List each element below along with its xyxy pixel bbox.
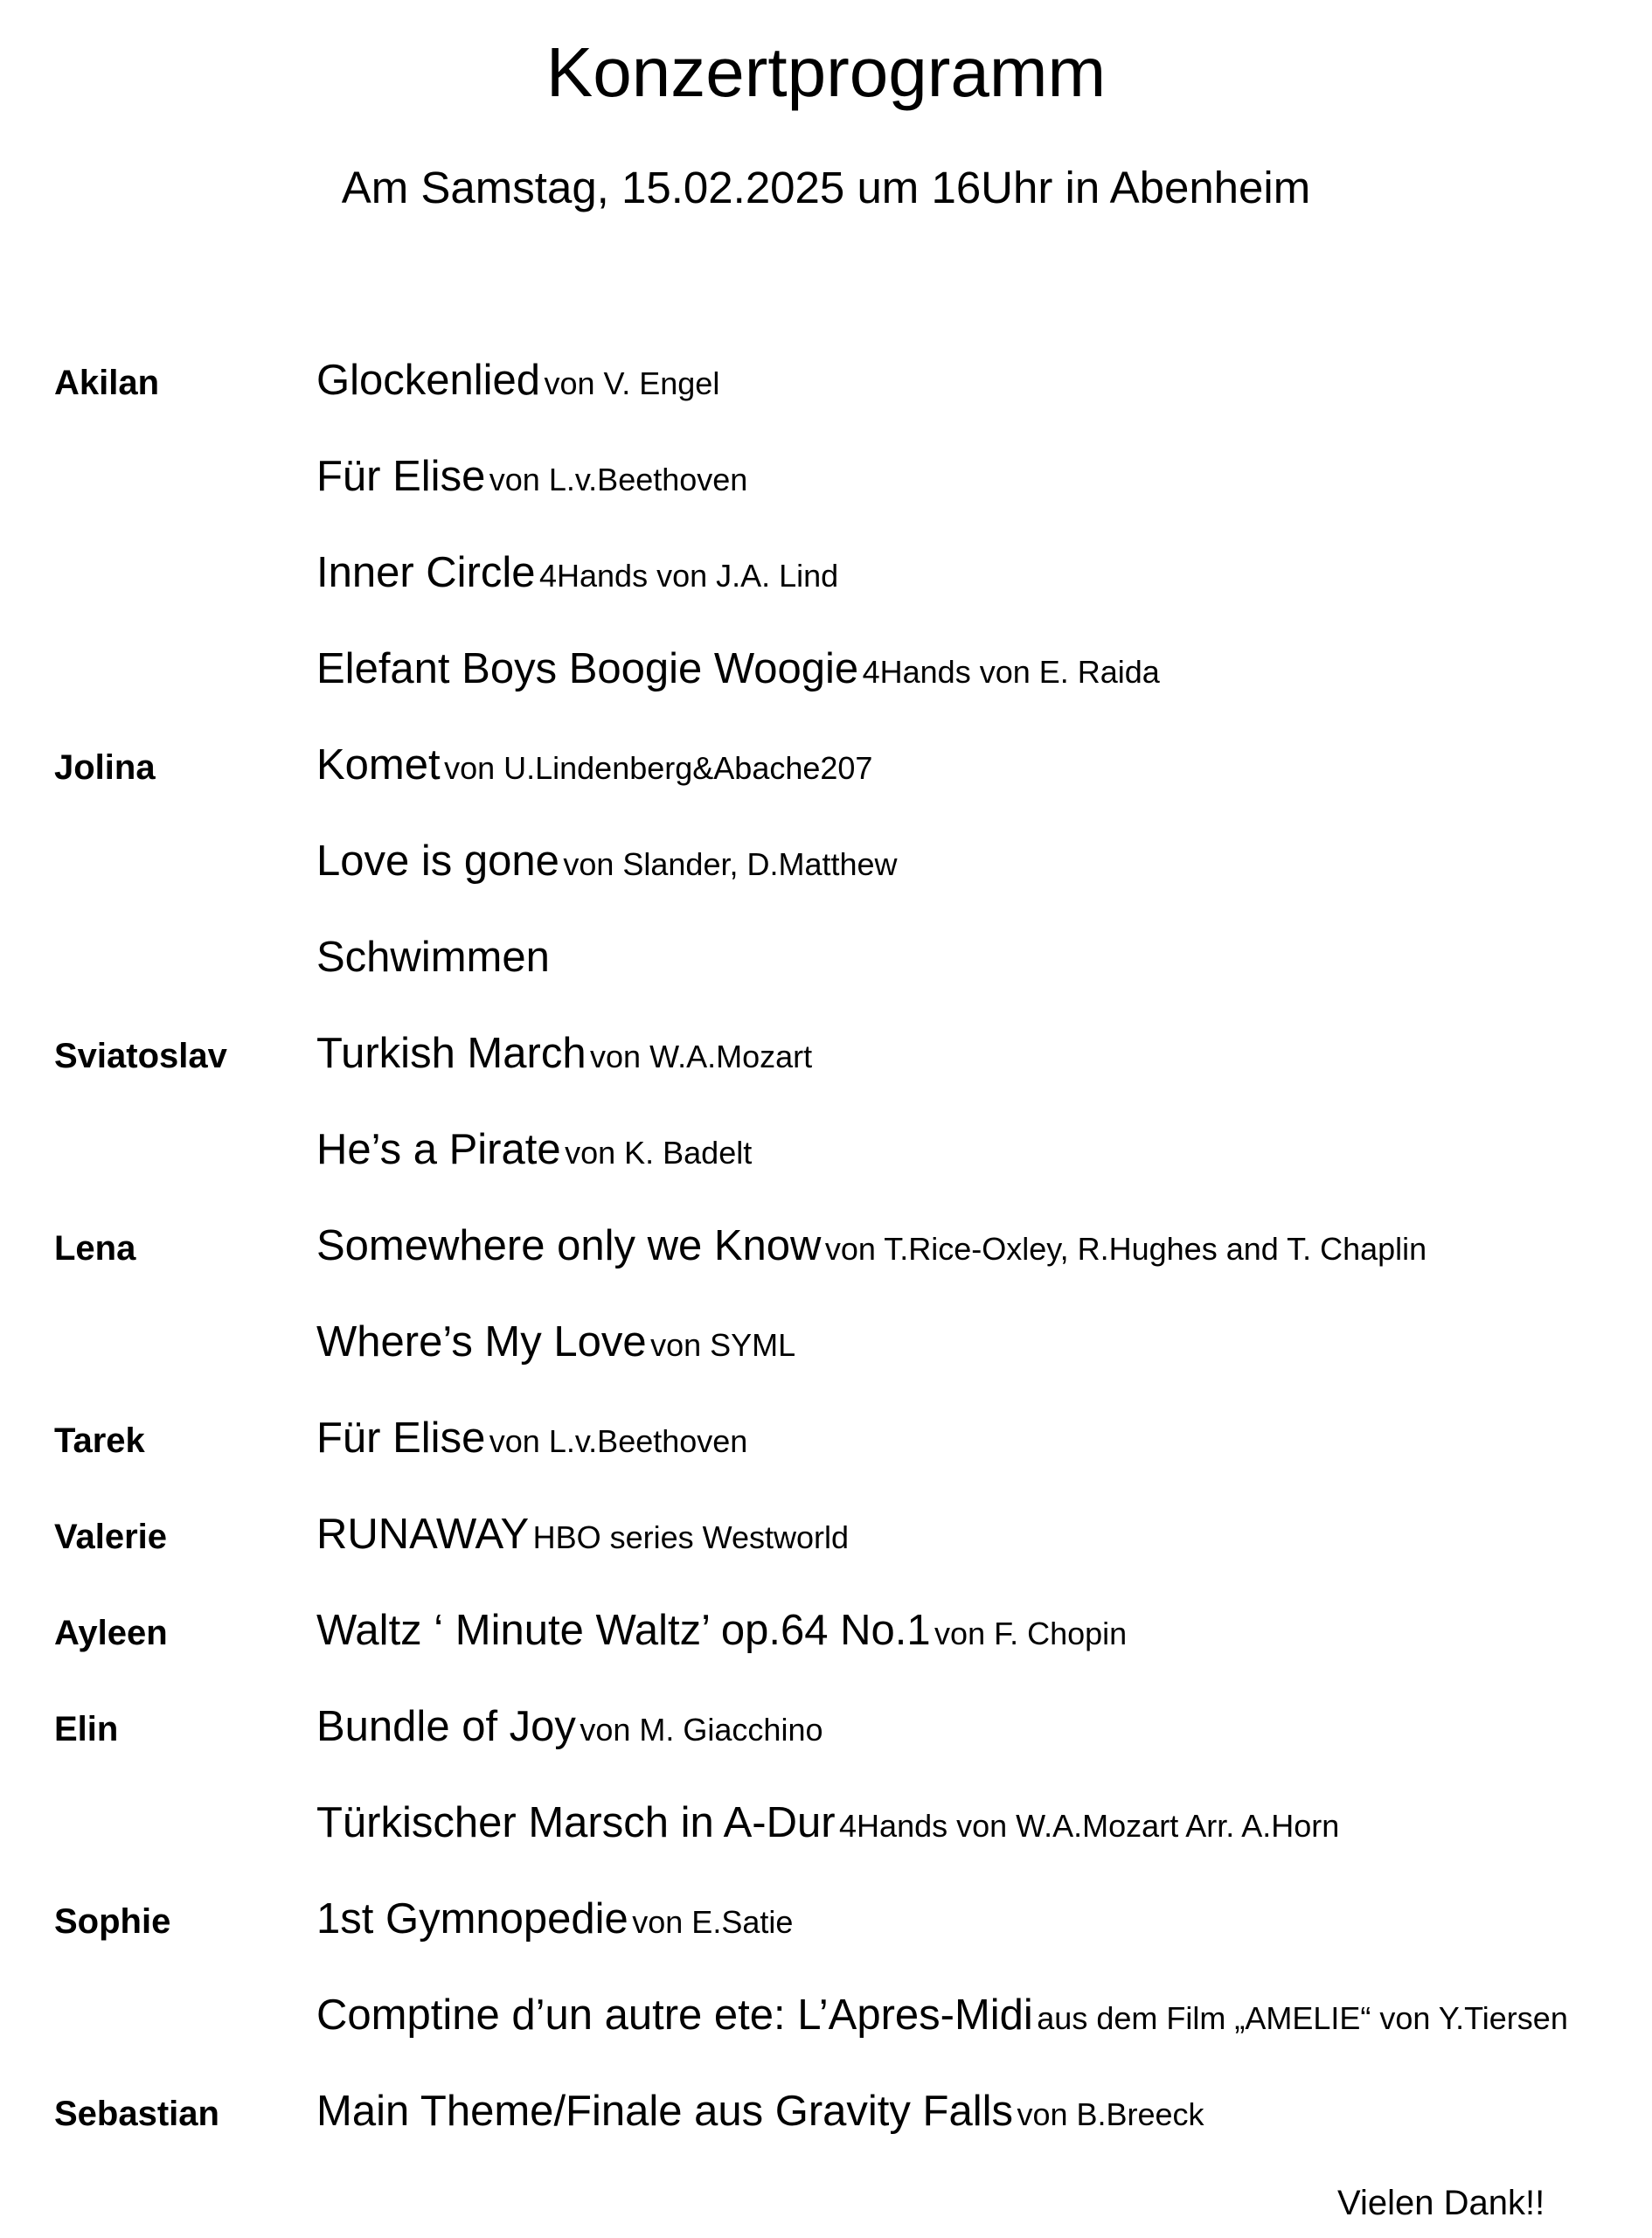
piece [316,350,719,421]
performer-name: Akilan [54,364,160,402]
closing-note: Vielen Dank!! [1337,2184,1545,2222]
piece [316,831,898,902]
program-row [0,1600,1652,1696]
piece-composer: von W.A.Mozart [590,1039,813,1074]
piece [316,1696,823,1768]
program-row [0,446,1652,542]
performer-name: Elin [54,1710,119,1748]
piece [316,1792,1339,1864]
piece-composer: aus dem Film „AMELIE“ von Y.Tiersen [1037,2000,1568,2036]
program-row [0,542,1652,638]
piece [316,638,1160,710]
program-row [0,1888,1652,1984]
program-row [0,1311,1652,1407]
piece-composer: von L.v.Beethoven [489,1423,748,1459]
program-row [0,927,1652,1023]
performer-name: Jolina [54,748,156,787]
piece [316,734,872,806]
program-row [0,1984,1652,2081]
piece-composer: von L.v.Beethoven [489,462,748,497]
piece-composer: von K. Badelt [565,1135,753,1171]
piece [316,1407,747,1479]
program-row [0,1119,1652,1215]
piece-composer: 4Hands von W.A.Mozart Arr. A.Horn [839,1808,1340,1844]
piece-title: Glockenlied [316,357,541,404]
program-row [0,1215,1652,1311]
program-row [0,1792,1652,1888]
event-details: Am Samstag, 15.02.2025 um 16Uhr in Abenheim [341,163,1311,212]
piece-composer: von Slander, D.Matthew [563,846,898,882]
piece-title: Komet [316,741,441,789]
piece-composer: von F. Chopin [934,1616,1128,1651]
performer-name: Ayleen [54,1614,168,1652]
piece [316,542,838,614]
program-row [0,1696,1652,1792]
piece-title: Bundle of Joy [316,1703,576,1750]
piece-title: Where’s My Love [316,1318,647,1366]
piece-title: Love is gone [316,838,559,885]
program-row [0,734,1652,831]
piece-title: He’s a Pirate [316,1126,561,1173]
performer-name: Valerie [54,1518,168,1556]
performer-name: Lena [54,1229,136,1268]
piece-composer: von SYML [650,1327,796,1363]
piece-title: Elefant Boys Boogie Woogie [316,645,859,692]
piece-title: Waltz ‘ Minute Waltz’ op.64 No.1 [316,1607,931,1654]
piece-title: Schwimmen [316,934,550,981]
page-title: Konzertprogramm [545,33,1107,111]
piece-title: Türkischer Marsch in A-Dur [316,1799,836,1846]
program-row [0,638,1652,734]
piece [316,1119,752,1191]
piece-composer: 4Hands von E. Raida [862,654,1160,690]
program-row [0,350,1652,446]
piece-title: RUNAWAY [316,1511,530,1558]
piece-title: Inner Circle [316,549,536,596]
program-row [0,1407,1652,1504]
piece-composer: von B.Breeck [1017,2096,1204,2132]
piece-composer: 4Hands von J.A. Lind [538,558,839,594]
piece [316,446,747,518]
performer-name: Sophie [54,1902,171,1941]
piece-composer: von T.Rice-Oxley, R.Hughes and T. Chaplin [824,1231,1427,1267]
piece-composer: von M. Giacchino [580,1712,823,1748]
program-row [0,831,1652,927]
program-row [0,1504,1652,1600]
piece [316,1984,1568,2056]
piece-title: Für Elise [316,1414,486,1462]
piece-composer: HBO series Westworld [532,1519,850,1555]
piece-title: 1st Gymnopedie [316,1895,628,1943]
piece [316,1888,793,1960]
piece-title: Comptine d’un autre ete: L’Apres-Midi [316,1991,1033,2039]
piece [316,1215,1426,1287]
piece-title: Main Theme/Finale aus Gravity Falls [316,2088,1013,2135]
piece [316,1600,1127,1672]
piece-composer: von V. Engel [544,365,720,401]
performer-name: Sebastian [54,2095,219,2133]
program-row [0,1023,1652,1119]
piece-title: Turkish March [316,1030,587,1077]
piece-title: Somewhere only we Know [316,1222,822,1269]
piece-composer: von E.Satie [632,1904,794,1940]
piece [316,927,550,998]
piece [316,2081,1204,2152]
piece-title: Für Elise [316,453,486,500]
piece [316,1504,849,1575]
piece [316,1023,812,1095]
piece [316,1311,795,1383]
program-row [0,2081,1652,2177]
performer-name: Sviatoslav [54,1037,227,1075]
performer-name: Tarek [54,1421,145,1460]
piece-composer: von U.Lindenberg&Abache207 [444,750,873,786]
